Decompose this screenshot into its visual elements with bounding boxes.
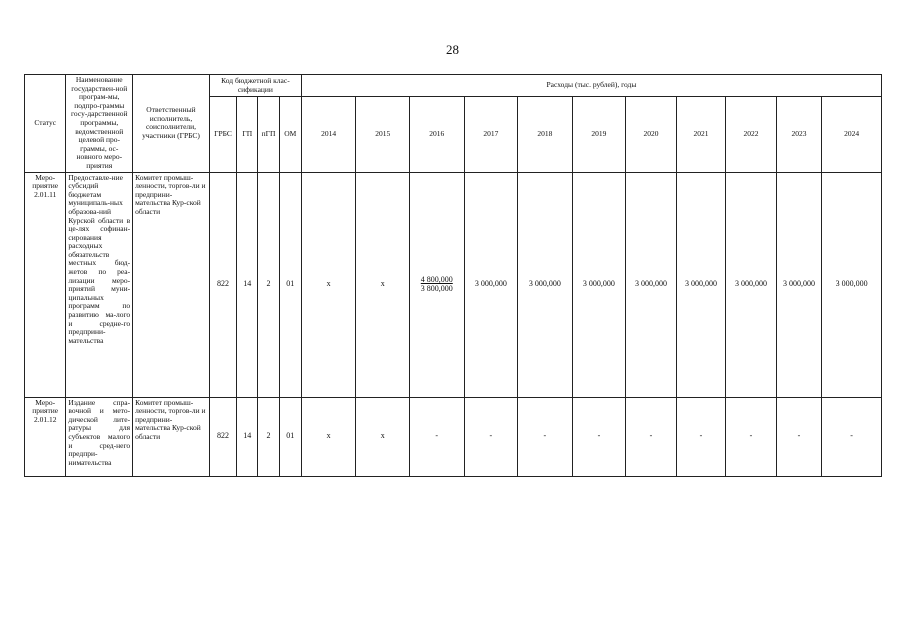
row-value-2022: 3 000,000 [726,172,777,397]
row-value-2018: - [518,397,573,476]
row-value-2024: 3 000,000 [822,172,882,397]
header-year-2020: 2020 [626,97,677,172]
header-gp: ГП [237,97,258,172]
header-year-2019: 2019 [572,97,626,172]
row-name: Предоставле-ние субсидий бюджетам муниципаль-ных образова-ний Курской области в це-лях софинан-сирования расходных обязательств местных бюд-жетов по реа-лизации меро-приятий муни-ципальных программ по развитию ма-лого и средне-го предприни-мательства [66,172,133,397]
header-year-2015: 2015 [356,97,410,172]
table-row [25,397,882,476]
header-year-2024: 2024 [822,97,882,172]
row-pgp: 2 [258,397,279,476]
row-gp: 14 [237,397,258,476]
row-value-2017: - [464,397,518,476]
row-value-2020: 3 000,000 [626,172,677,397]
header-pgp: пГП [258,97,279,172]
row-value-2021: 3 000,000 [676,172,726,397]
row-responsible: Комитет промыш-ленности, торгов-ли и предприни-мательства Кур-ской области [133,397,210,476]
header-year-2017: 2017 [464,97,518,172]
budget-table [24,74,882,477]
row-value-2021: - [676,397,726,476]
header-om: ОМ [279,97,301,172]
value-2016-corrected: 4 800,000 [420,274,453,284]
row-value-2014: х [301,172,356,397]
row-value-2015: х [356,397,410,476]
header-grbs: ГРБС [209,97,236,172]
row-name: Издание спра-вочной и мето-дической лите-ратуры для субъектов малого и сред-него предпри-нимательства [66,397,133,476]
row-value-2014: х [301,397,356,476]
row-status: Меро-приятие 2.01.12 [25,397,66,476]
header-year-2023: 2023 [776,97,821,172]
header-year-2016: 2016 [409,97,464,172]
row-value-2020: - [626,397,677,476]
row-grbs: 822 [209,397,236,476]
row-value-2016: - [409,397,464,476]
row-om: 01 [279,172,301,397]
header-year-2022: 2022 [726,97,777,172]
row-value-2022: - [726,397,777,476]
row-value-2016 [409,172,464,397]
row-responsible: Комитет промыш-ленности, торгов-ли и предприни-мательства Кур-ской области [133,172,210,397]
header-year-2021: 2021 [676,97,726,172]
header-name: Наименование государствен-ной програм-мы, подпро-граммы госу-дарственной программы, ведомственной целевой про-граммы, ос-новного меро-приятия [66,75,133,173]
header-year-2018: 2018 [518,97,573,172]
row-value-2018: 3 000,000 [518,172,573,397]
header-responsible: Ответственный исполнитель, соисполнители, участники (ГРБС) [133,75,210,173]
row-value-2023: - [776,397,821,476]
page-number: 28 [446,42,459,57]
row-status: Меро-приятие 2.01.11 [25,172,66,397]
value-2016-previous: 3 800,000 [420,283,453,293]
table-row [25,172,882,397]
row-value-2015: х [356,172,410,397]
header-year-2014: 2014 [301,97,356,172]
row-value-2017: 3 000,000 [464,172,518,397]
row-gp: 14 [237,172,258,397]
row-value-2019: 3 000,000 [572,172,626,397]
header-budget-code: Код бюджетной клас-сификации [209,75,301,97]
header-row-1 [25,75,882,97]
row-om: 01 [279,397,301,476]
row-pgp: 2 [258,172,279,397]
header-status: Статус [25,75,66,173]
header-expenses: Расходы (тыс. рублей), годы [301,75,881,97]
row-value-2023: 3 000,000 [776,172,821,397]
row-value-2024: - [822,397,882,476]
row-grbs: 822 [209,172,236,397]
row-value-2019: - [572,397,626,476]
